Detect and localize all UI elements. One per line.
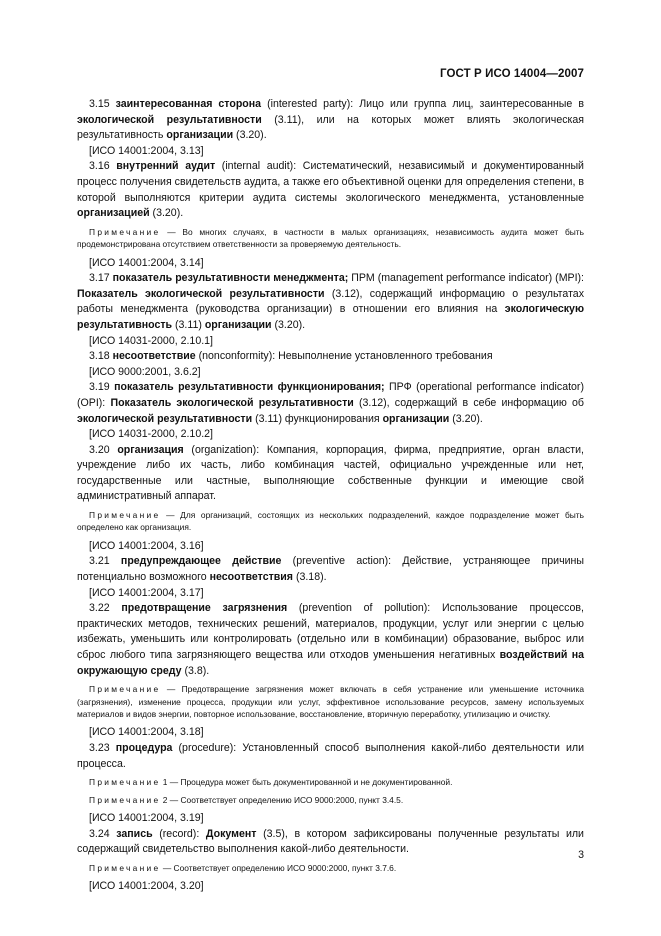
entry-note: Примечание — Для организаций, состоящих из нескольких подразделений, каждое подразделение может быть определено как организация. xyxy=(77,510,584,533)
document-header: ГОСТ Р ИСО 14004—2007 xyxy=(439,68,584,80)
entry-3-21: 3.21 предупреждающее действие (preventive action): Действие, устраняющее причины потенциально возможного несоответствия (3.18). xyxy=(77,555,584,584)
document-body xyxy=(77,97,584,895)
entry-3-19: 3.19 показатель результативности функционирования; ПРФ (operational performance indicator)(OPI): Показатель экологической результативности (3.12), содержащий в себе информацию об экологической результативности (3.11) функционирования организации (3.20). xyxy=(77,381,584,425)
entry-number: 3.20 xyxy=(89,443,110,456)
page-number: 3 xyxy=(578,849,584,861)
entry-note: Примечание — Предотвращение загрязнения может включать в себя устранение или уменьшение источника (загрязнения), изменение процесса, продукции или услуг, эффективное использование ресурсов, замену используемых материалов и видов энергии, повторное использование, восстановление, вторичную переработку, утилизацию и очистку. xyxy=(77,684,584,720)
entry-reference: [ИСО 14001:2004, 3.18] xyxy=(89,726,204,739)
entry-term: процедура xyxy=(115,742,173,755)
entry-term: несоответствие xyxy=(112,350,196,363)
entry-note-2: Примечание 2 — Соответствует определению ИСО 9000:2000, пункт 3.4.5. xyxy=(89,794,404,805)
entry-3-23: 3.23 процедура (procedure): Установленный способ выполнения какой-либо деятельности или процесса. xyxy=(77,742,584,770)
entry-term: заинтересованная сторона xyxy=(115,98,262,110)
entry-number: 3.17 xyxy=(89,272,110,285)
note-label: Примечание xyxy=(89,777,161,788)
entry-reference: [ИСО 9000:2001, 3.6.2] xyxy=(89,365,201,378)
entry-number: 3.22 xyxy=(89,602,110,615)
note-label: Примечание xyxy=(89,226,161,237)
entry-3-15: 3.15 заинтересованная сторона (interested party): Лицо или группа лиц, заинтересованные в экологической результативности (3.11), или на которых может влиять экологическая результативность организации (3.20). xyxy=(77,98,585,142)
note-label: Примечание xyxy=(89,510,161,521)
entry-3-20: 3.20 организация (organization): Компания, корпорация, фирма, предприятие, орган власти, учреждение либо их часть, либо комбинация частей, официально учрежденные или нет, государственные или частные, выполняющие собственные функции и имеющие свой административный аппарат. xyxy=(77,443,584,503)
entry-3-16: 3.16 внутренний аудит (internal audit): Систематический, независимый и документированный процесс получения свидетельств аудита, а также его объективной оценки для определения степени, в которой выполняются критерии аудита системы экологического менеджмента, установленные организацией (3.20). xyxy=(77,160,584,220)
entry-reference: [ИСО 14001:2004, 3.13] xyxy=(89,144,204,157)
entry-number: 3.15 xyxy=(89,98,110,110)
entry-reference: [ИСО 14001:2004, 3.20] xyxy=(89,880,204,893)
entry-number: 3.21 xyxy=(89,555,110,568)
entry-reference: [ИСО 14031-2000, 2.10.2] xyxy=(89,428,213,441)
entry-number: 3.16 xyxy=(89,160,110,173)
entry-3-24: 3.24 запись (record): Документ (3.5), в котором зафиксированы полученные результаты или содержащий свидетельство выполнения какой-либо деятельности. xyxy=(77,827,584,856)
entry-reference: [ИСО 14001:2004, 3.16] xyxy=(89,539,204,552)
entry-number: 3.24 xyxy=(89,827,110,840)
entry-note: Примечание — Во многих случаях, в частности в малых организациях, независимость аудита может быть продемонстрирована отсутствием ответственности за проверяемую деятельность. xyxy=(77,226,584,250)
entry-3-22: 3.22 предотвращение загрязнения (prevention of pollution): Использование процессов, практических методов, технических решений, материалов, продукции, услуг или энергии с целью избежать, уменьшить или контролировать (отдельно или в комбинации) образование, выброс или сброс любого типа загрязняющего вещества или отходов уменьшения негативных воздействий на окружающую среду (3.8). xyxy=(77,602,585,677)
entry-number: 3.19 xyxy=(89,381,110,394)
entry-reference: [ИСО 14031-2000, 2.10.1] xyxy=(89,334,213,347)
entry-reference: [ИСО 14001:2004, 3.19] xyxy=(89,812,204,825)
entry-term: организация xyxy=(117,443,184,456)
entry-reference: [ИСО 14001:2004, 3.17] xyxy=(89,586,204,599)
entry-note: Примечание — Соответствует определению ИСО 9000:2000, пункт 3.7.6. xyxy=(89,862,397,873)
entry-term: запись xyxy=(116,827,153,840)
entry-term: показатель результативности менеджмента; xyxy=(112,272,349,285)
entry-number: 3.23 xyxy=(89,742,110,755)
entry-term: предотвращение загрязнения xyxy=(121,602,288,615)
entry-note-1: Примечание 1 — Процедура может быть документированной и не документированной. xyxy=(89,777,453,788)
entry-3-17: 3.17 показатель результативности менеджмента; ПРМ (management performance indicator) (MPI): Показатель экологической результативности (3.12), содержащий информацию о результатах работы менеджмента (руководства организации) в отношении его влияния на экологическую результативность (3.11) организации (3.20). xyxy=(77,272,584,331)
entry-term: предупреждающее действие xyxy=(120,555,282,568)
entry-term: внутренний аудит xyxy=(116,160,216,173)
entry-reference: [ИСО 14001:2004, 3.14] xyxy=(89,256,204,269)
note-label: Примечание xyxy=(89,794,161,805)
note-label: Примечание xyxy=(89,862,161,873)
note-label: Примечание xyxy=(89,684,161,695)
entry-term: показатель результативности функционирования; xyxy=(114,381,385,394)
entry-number: 3.18 xyxy=(89,350,110,363)
entry-3-18: 3.18 несоответствие (nonconformity): Невыполнение установленного требования xyxy=(89,350,493,363)
